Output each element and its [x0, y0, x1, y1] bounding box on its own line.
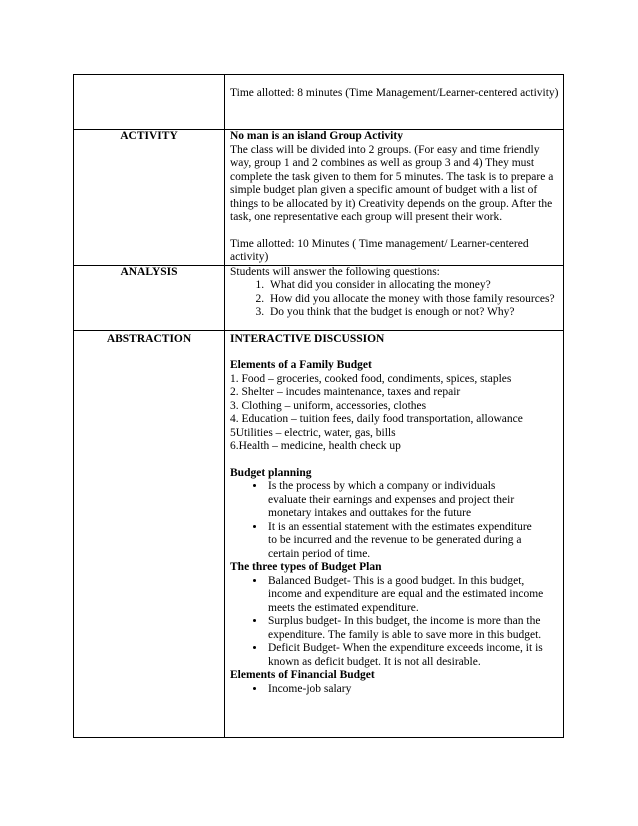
list-item: 1. Food – groceries, cooked food, condiments, spices, staples	[230, 372, 512, 385]
table-row-analysis	[74, 265, 564, 330]
budget-types-heading: The three types of Budget Plan	[230, 561, 382, 573]
table-row-abstraction	[74, 330, 564, 737]
abstraction-cell	[225, 330, 564, 737]
table-row-time	[74, 75, 564, 130]
row-label-analysis: ANALYSIS	[74, 265, 225, 330]
list-item: • Balanced Budget- This is a good budget. In this budget, income and expenditure are equal and the estimated income meets the estimated expenditure.	[266, 575, 559, 616]
table-row-activity	[74, 130, 564, 266]
budget-types-list	[230, 575, 559, 670]
list-item: • Income-job salary	[266, 683, 559, 697]
activity-cell	[225, 130, 564, 266]
analysis-cell	[225, 265, 564, 330]
list-item: 3. Do you think that the budget is enough or not? Why?	[267, 306, 559, 320]
elements-heading: Elements of a Family Budget	[230, 359, 372, 371]
time-allotted-text: Time allotted: 8 minutes (Time Management/Learner-centered activity)	[230, 87, 559, 99]
list-item: • Deficit Budget- When the expenditure exceeds income, it is known as deficit budget. It is not all desirable.	[266, 642, 559, 669]
budget-planning-heading: Budget planning	[230, 466, 312, 479]
analysis-question-list	[230, 279, 559, 320]
financial-budget-heading: Elements of Financial Budget	[230, 669, 375, 681]
activity-heading: No man is an island Group Activity	[230, 130, 403, 142]
analysis-intro: Students will answer the following questions:	[230, 265, 440, 278]
financial-budget-list	[230, 683, 559, 697]
list-item: • Surplus budget- In this budget, the income is more than the expenditure. The family is able to save more in this budget.	[266, 615, 559, 642]
list-item: • Is the process by which a company or individuals evaluate their earnings and expenses and project their monetary intakes and outtakes for the future	[266, 480, 535, 521]
list-item: 3. Clothing – uniform, accessories, clothes	[230, 399, 427, 412]
row-label-empty	[74, 75, 225, 130]
row-label-abstraction: ABSTRACTION	[74, 330, 225, 737]
list-item: 4. Education – tuition fees, daily food transportation, allowance	[230, 413, 523, 425]
activity-body: The class will be divided into 2 groups. (For easy and time friendly way, group 1 and 2 combines as well as group 3 and 4) They must complete the task given to them for 5 minutes. The task is to prepare a simple budget plan given a specific amount of budget with a list of things to be allocated by it) Creativity depends on the group. After the task, one representative each group will present their work.	[230, 143, 554, 223]
list-item: • It is an essential statement with the estimates expenditure to be incurred and the revenue to be generated during a certain period of time.	[266, 521, 535, 562]
row-label-activity: ACTIVITY	[74, 130, 225, 266]
list-item: 5Utilities – electric, water, gas, bills	[230, 426, 396, 439]
budget-planning-list	[230, 480, 559, 561]
lesson-plan-table	[73, 74, 564, 738]
list-item: 1. What did you consider in allocating the money?	[267, 279, 559, 293]
time-allotted-cell	[225, 75, 564, 130]
list-item: 6.Health – medicine, health check up	[230, 440, 401, 452]
list-item: 2. Shelter – incudes maintenance, taxes and repair	[230, 386, 461, 398]
activity-time: Time allotted: 10 Minutes ( Time management/ Learner-centered activity)	[230, 237, 529, 263]
list-item: 2. How did you allocate the money with those family resources?	[267, 293, 559, 307]
abstraction-heading: INTERACTIVE DISCUSSION	[230, 332, 385, 345]
